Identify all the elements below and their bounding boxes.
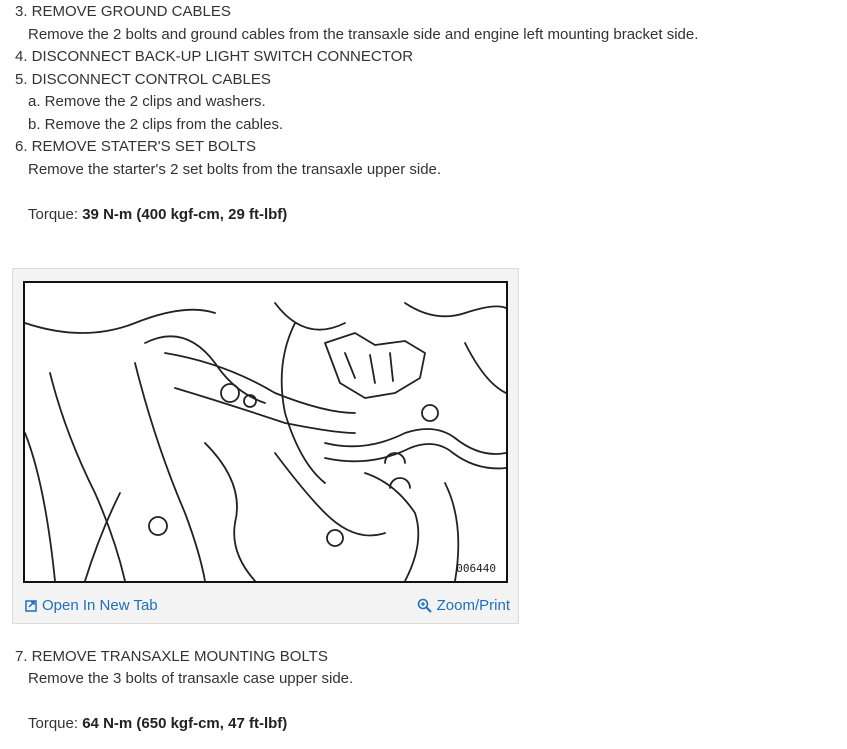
transaxle-diagram[interactable] xyxy=(23,281,508,583)
figure-code: 006440 xyxy=(456,562,496,575)
step-4-heading: 4. DISCONNECT BACK-UP LIGHT SWITCH CONNECTOR xyxy=(15,48,414,65)
torque-value: 39 N-m (400 kgf-cm, 29 ft-lbf) xyxy=(82,206,288,223)
zoom-print-link[interactable] xyxy=(417,597,510,614)
open-in-new-tab-link[interactable] xyxy=(25,597,158,614)
step-3-text: Remove the 2 bolts and ground cables from the transaxle side and engine left mounting bracket side. xyxy=(28,26,699,43)
open-in-new-tab-label: Open In New Tab xyxy=(42,597,158,614)
magnifier-zoom-icon xyxy=(417,598,433,614)
step-7-text: Remove the 3 bolts of transaxle case upper side. xyxy=(28,670,354,687)
step-5-heading: 5. DISCONNECT CONTROL CABLES xyxy=(15,71,271,88)
open-new-tab-icon xyxy=(25,599,38,612)
step-7-heading: 7. REMOVE TRANSAXLE MOUNTING BOLTS xyxy=(15,648,328,665)
diagram-drawing xyxy=(25,283,506,581)
step-7-torque xyxy=(28,715,287,733)
torque-value: 64 N-m (650 kgf-cm, 47 ft-lbf) xyxy=(82,715,288,732)
step-5-sub-b: b. Remove the 2 clips from the cables. xyxy=(28,116,284,133)
torque-label: Torque: xyxy=(28,715,79,732)
step-6-torque xyxy=(28,206,287,224)
step-5-sub-a: a. Remove the 2 clips and washers. xyxy=(28,93,266,110)
torque-label: Torque: xyxy=(28,206,79,223)
step-6-text: Remove the starter's 2 set bolts from the transaxle upper side. xyxy=(28,161,442,178)
step-6-heading: 6. REMOVE STATER'S SET BOLTS xyxy=(15,138,256,155)
figure-panel xyxy=(12,268,519,624)
step-3-heading: 3. REMOVE GROUND CABLES xyxy=(15,3,231,20)
zoom-print-label: Zoom/Print xyxy=(436,597,510,614)
